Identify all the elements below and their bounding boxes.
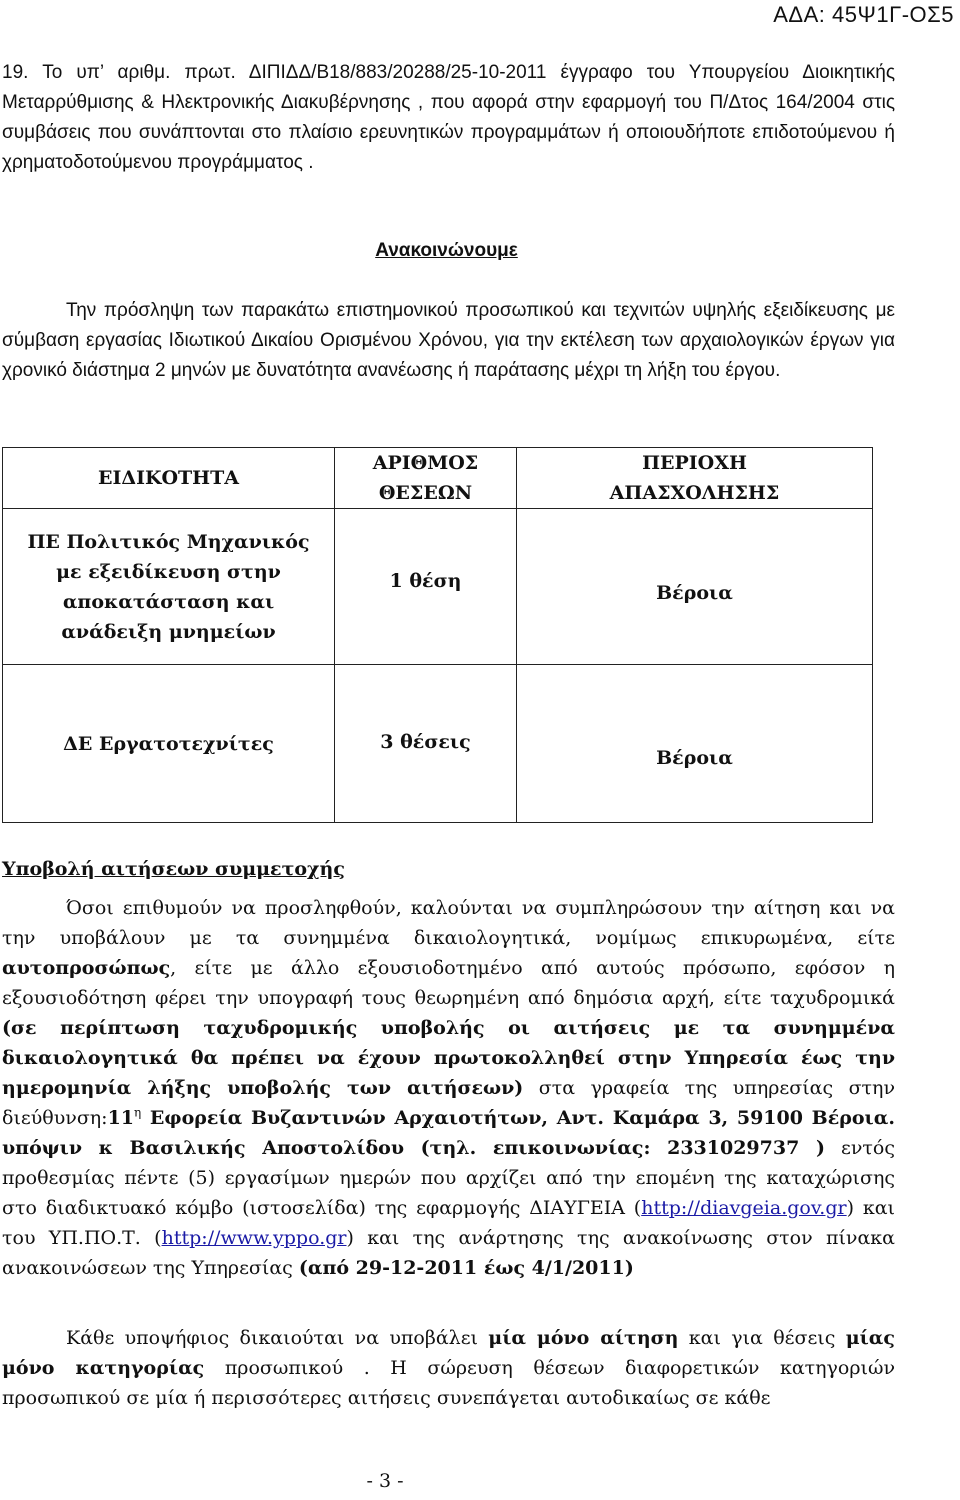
table-row xyxy=(3,509,873,665)
page-number: - 3 - xyxy=(366,1470,404,1492)
cell-specialty: ΔΕ Εργατοτεχνίτες xyxy=(3,665,335,823)
yppo-link[interactable]: http://www.yppo.gr xyxy=(161,1227,347,1249)
announcement-heading: Ανακοινώνουμε xyxy=(375,240,518,261)
header-area: ΠΕΡΙΟΧΗ ΑΠΑΣΧΟΛΗΣΗΣ xyxy=(517,448,873,509)
cell-positions: 3 θέσεις xyxy=(335,665,517,823)
ada-code: ΑΔΑ: 45Ψ1Γ-ΟΣ5 xyxy=(773,2,954,27)
diavgeia-link[interactable]: http://diavgeia.gov.gr xyxy=(641,1197,847,1219)
table-header-row xyxy=(3,448,873,509)
table-row xyxy=(3,665,873,823)
header-specialty: ΕΙΔΙΚΟΤΗΤΑ xyxy=(3,448,335,509)
cell-area: Βέροια xyxy=(517,665,873,823)
cell-positions: 1 θέση xyxy=(335,509,517,665)
submission-heading: Υποβολή αιτήσεων συμμετοχής xyxy=(2,858,345,880)
item-19-paragraph: 19. Το υπ’ αριθμ. πρωτ. ΔΙΠΙΔΔ/Β18/883/20288/25-10-2011 έγγραφο του Υπουργείου Διοικητικής Μεταρρύθμισης & Ηλεκτρονικής Διακυβέρνησης , που αφορά στην εφαρμογή του Π/Δτος 164/2004 στις συμβάσεις που συνάπτονται στο πλαίσιο ερευνητικών προγραμμάτων ή οποιουδήποτε επιδοτούμενου ή χρηματοδοτούμενου προγράμματος . xyxy=(2,62,895,173)
header-positions: ΑΡΙΘΜΟΣ ΘΕΣΕΩΝ xyxy=(335,448,517,509)
positions-table xyxy=(2,447,873,823)
submission-paragraph: Όσοι επιθυμούν να προσληφθούν, καλούνται να συμπληρώσουν την αίτηση και να την υποβάλουν με τα συνημμένα δικαιολογητικά, νομίμως επικυρωμένα, είτε αυτοπροσώπως, είτε με άλλο εξουσιοδοτημένο από αυτούς πρόσωπο, εφόσον η εξουσιοδότηση φέρει την υπογραφή τους θεωρημένη από δημόσια αρχή, είτε ταχυδρομικά (σε περίπτωση ταχυδρομικής υποβολής οι αιτήσεις με τα συνημμένα δικαιολογητικά θα πρέπει να έχουν πρωτοκολληθεί στην Υπηρεσία έως την ημερομηνία λήξης υποβολής των αιτήσεων) στα γραφεία της υπηρεσίας στην $\delta\iota\varepsilon ύ\theta\upsilon\nu\sigma\eta:11^\eta$ Εφορεία Βυζαντινών Αρχαιοτήτων, Αντ. Καμάρα 3, 59100 Βέροια. υπόψιν κ Βασιλικής Αποστολίδου (τηλ. επικοινωνίας: 2331029737 ) εντός προθεσμίας πέντε (5) εργασίμων ημερών που αρχίζει από την επομένη της καταχώρισης στο διαδικτυακό κόμβο (ιστοσελίδα) της εφαρμογής ΔΙΑΥΓΕΙΑ (http://diavgeia.gov.gr) και του ΥΠ.ΠΟ.Τ. (http://www.yppo.gr) και της ανάρτησης της ανακοίνωσης στον πίνακα ανακοινώσεων της Υπηρεσίας (από 29-12-2011 έως 4/1/2011) xyxy=(2,897,895,1279)
hiring-paragraph: Την πρόσληψη των παρακάτω επιστημονικού προσωπικού και τεχνιτών υψηλής εξειδίκευσης με σύμβαση εργασίας Ιδιωτικού Δικαίου Ορισμένου Χρόνου, για την εκτέλεση των αρχαιολογικών έργων για χρονικό διάστημα 2 μηνών με δυνατότητα ανανέωσης ή παράτασης μέχρι τη λήξη του έργου. xyxy=(2,300,895,381)
cell-area: Βέροια xyxy=(517,509,873,665)
cell-specialty: ΠΕ Πολιτικός Μηχανικός με εξειδίκευση στην αποκατάσταση και ανάδειξη μνημείων xyxy=(3,509,335,665)
single-application-paragraph: Κάθε υποψήφιος δικαιούται να υποβάλει μία μόνο αίτηση και για θέσεις μίας μόνο κατηγορίας προσωπικού . Η σώρευση θέσεων διαφορετικών κατηγοριών προσωπικού σε μία ή περισσότερες αιτήσεις συνεπάγεται αυτοδικαίως σε κάθε xyxy=(2,1327,895,1409)
